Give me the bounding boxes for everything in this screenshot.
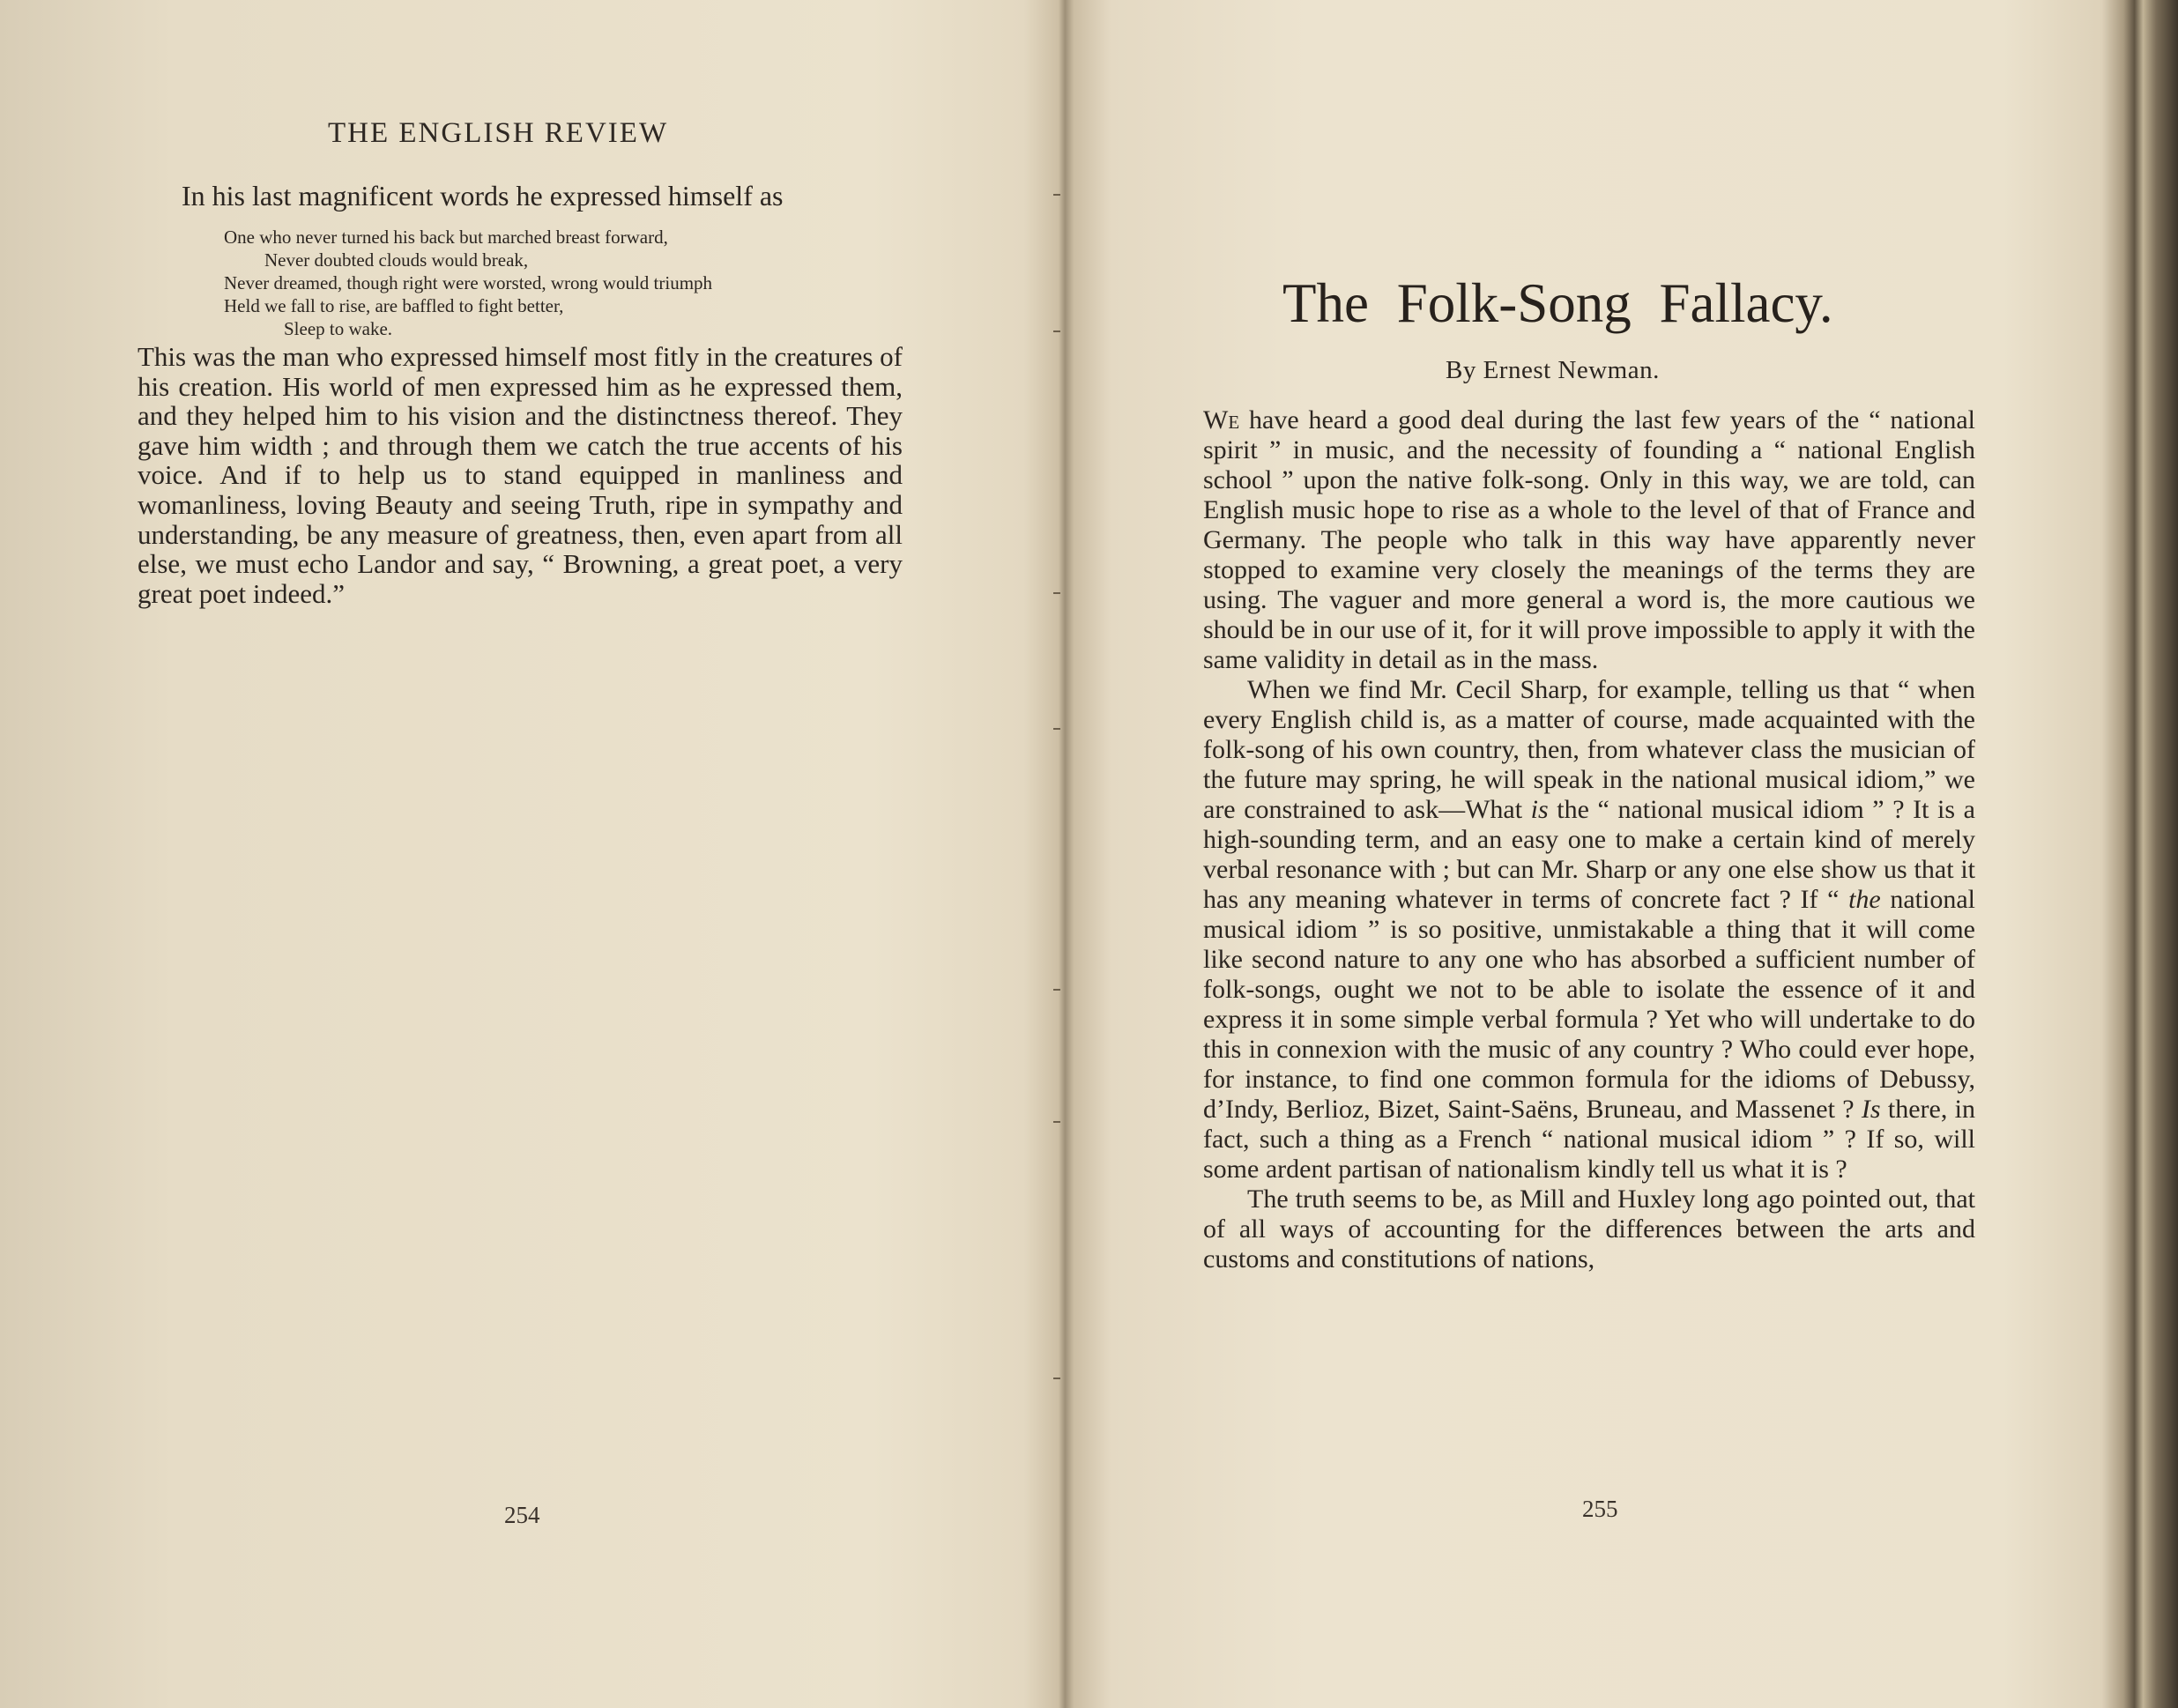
- running-head: THE ENGLISH REVIEW: [328, 117, 669, 149]
- poem-line: Sleep to wake.: [284, 318, 393, 339]
- poem-line: One who never turned his back but marched breast forward,: [224, 226, 668, 248]
- left-page: [0, 0, 1049, 1708]
- poem-line: Never dreamed, though right were worsted, wrong would triumph: [224, 272, 713, 293]
- right-page: [1067, 0, 2124, 1708]
- page-number: 254: [504, 1502, 540, 1528]
- poem-line: Held we fall to rise, are baffled to fight better,: [224, 295, 564, 316]
- poem-line: Never doubted clouds would break,: [264, 249, 529, 271]
- body-paragraph: The truth seems to be, as Mill and Huxley long ago pointed out, that of all ways of accounting for the differences between the arts and customs and constitutions of nations,: [1203, 1184, 1975, 1274]
- gutter-stitching: [1053, 0, 1062, 1708]
- dropcap: We: [1203, 405, 1240, 434]
- page-number: 255: [1582, 1496, 1618, 1522]
- left-body-text: [138, 342, 903, 608]
- article-title: The Folk-Song Fallacy.: [1282, 272, 1833, 334]
- intro-line: In his last magnificent words he expressed himself as: [182, 180, 784, 212]
- body-paragraph: This was the man who expressed himself most fitly in the creatures of his creation. His world of men expressed him as he expressed them, and they helped him to his vision and the distinctness thereof. They gave him width ; and through them we catch the true accents of his voice. And if to help us to stand equipped in manliness and womanliness, loving Beauty and seeing Truth, ripe in sympathy and understanding, be any measure of greatness, then, even apart from all else, we must echo Landor and say, “ Browning, a great poet, a very great poet indeed.”: [138, 341, 903, 609]
- body-paragraph: When we find Mr. Cecil Sharp, for example, telling us that “ when every English child is, as a matter of course, made acquainted with the folk-song of his own country, then, from whatever class the musician of the future may spring, he will speak in the national musical idiom,” we are constrained to ask—What is the “ national musical idiom ” ? It is a high-sounding term, and an easy one to make a certain kind of merely verbal resonance with ; but can Mr. Sharp or any one else show us that it has any meaning whatever in terms of concrete fact ? If “ the national musical idiom ” is so positive, unmistakable a thing that it will come like second nature to any one who has absorbed a sufficient number of folk-songs, ought we not to be able to isolate the essence of it and express it in some simple verbal formula ? Yet who will undertake to do this in connexion with the music of any country ? Who could ever hope, for instance, to find one common formula for the idioms of Debussy, d’Indy, Berlioz, Bizet, Saint-Saëns, Bruneau, and Massenet ? Is there, in fact, such a thing as a French “ national musical idiom ” ? If so, will some ardent partisan of nationalism kindly tell us what it is ?: [1203, 675, 1975, 1184]
- body-paragraph: We have heard a good deal during the last few years of the “ national spirit ” in music, and the necessity of founding a “ national English school ” upon the native folk-song. Only in this way, we are told, can English music hope to rise as a whole to the level of that of France and Germany. The people who talk in this way have apparently never stopped to examine very closely the meanings of the terms they are using. The vaguer and more general a word is, the more cautious we should be in our use of it, for it will prove impossible to apply it with the same validity in detail as in the mass.: [1203, 405, 1975, 674]
- poem-quotation: [224, 226, 712, 340]
- byline: By Ernest Newman.: [1446, 356, 1660, 384]
- article-body: [1203, 405, 1975, 1274]
